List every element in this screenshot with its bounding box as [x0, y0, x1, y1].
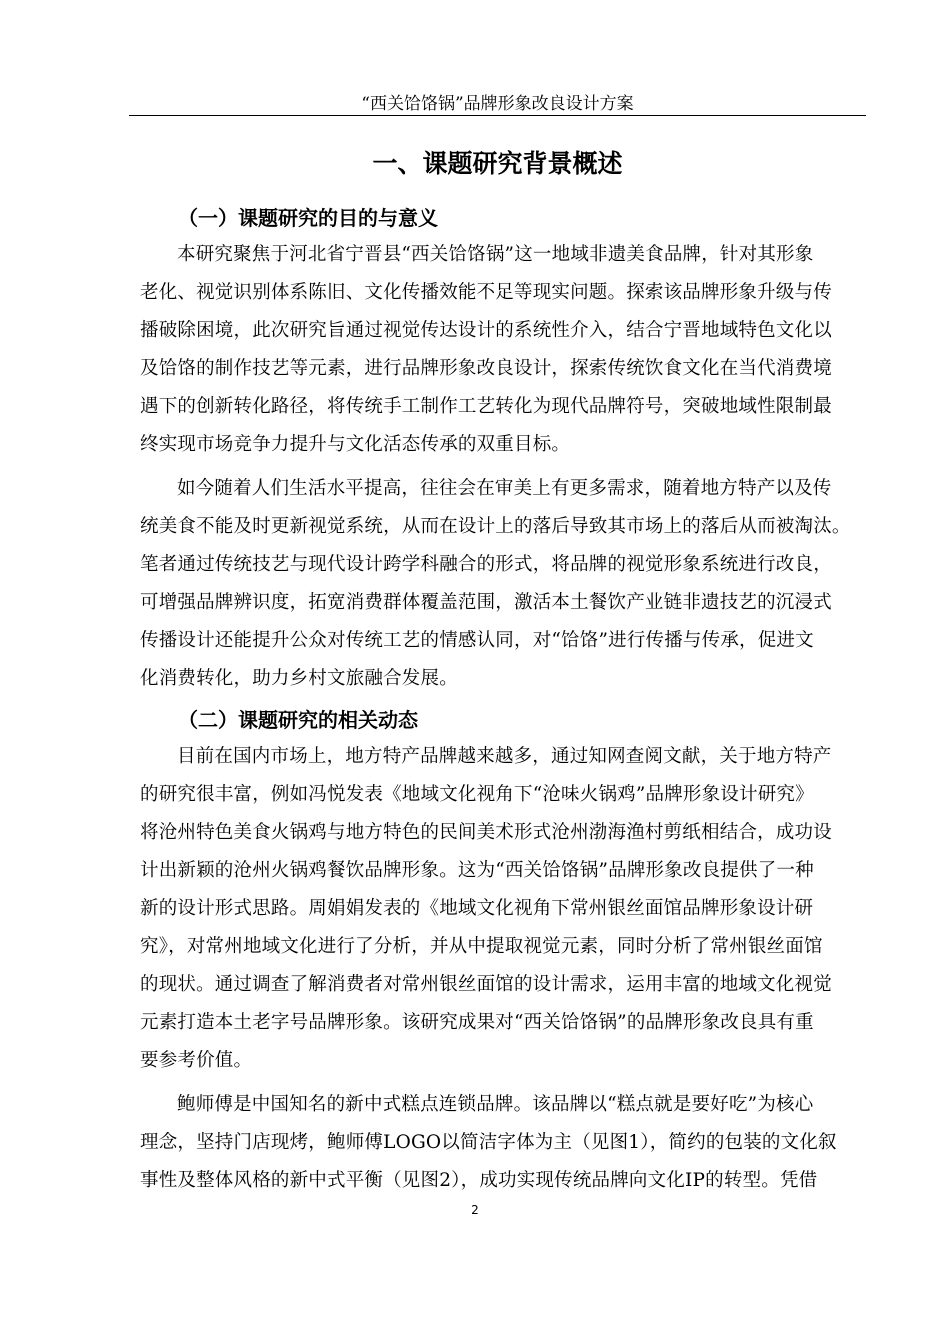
chapter-title: 一、课题研究背景概述 — [372, 149, 623, 178]
paragraph-line: 笔者通过传统技艺与现代设计跨学科融合的形式，将品牌的视觉形象系统进行改良， — [140, 554, 832, 575]
paragraph-line: 如今随着人们生活水平提高，往往会在审美上有更多需求，随着地方特产以及传 — [177, 478, 832, 499]
running-header: “西关饸饹锅”品牌形象改良设计方案 — [361, 94, 634, 114]
paragraph-line: 将沧州特色美食火锅鸡与地方特色的民间美术形式沧州渤海渔村剪纸相结合，成功设 — [140, 822, 832, 843]
paragraph-line: 终实现市场竞争力提升与文化活态传承的双重目标。 — [140, 434, 571, 455]
paragraph-line: 鲍师傅是中国知名的新中式糕点连锁品牌。该品牌以“糕点就是要好吃”为核心 — [177, 1094, 814, 1115]
paragraph-line: 理念，坚持门店现烤，鲍师傅LOGO以简洁字体为主（见图1），简约的包装的文化叙 — [140, 1132, 837, 1153]
paragraph-line: 新的设计形式思路。周娟娟发表的《地域文化视角下常州银丝面馆品牌形象设计研 — [140, 898, 814, 919]
paragraph-line: 播破除困境，此次研究旨通过视觉传达设计的系统性介入，结合宁晋地域特色文化以 — [140, 320, 832, 341]
paragraph-line: 的研究很丰富，例如冯悦发表《地域文化视角下“沧味火锅鸡”品牌形象设计研究》 — [140, 784, 814, 805]
paragraph-line: 元素打造本土老字号品牌形象。该研究成果对“西关饸饹锅”的品牌形象改良具有重 — [140, 1012, 814, 1033]
page-number: 2 — [471, 1203, 479, 1217]
paragraph-line: 本研究聚焦于河北省宁晋县“西关饸饹锅”这一地域非遗美食品牌，针对其形象 — [177, 244, 814, 265]
paragraph-line: 传播设计还能提升公众对传统工艺的情感认同，对“饸饹”进行传播与传承，促进文 — [140, 630, 814, 651]
paragraph-line: 究》，对常州地域文化进行了分析，并从中提取视觉元素，同时分析了常州银丝面馆 — [140, 936, 823, 957]
section-heading-2: （二）课题研究的相关动态 — [178, 708, 418, 732]
paragraph-line: 统美食不能及时更新视觉系统，从而在设计上的落后导致其市场上的落后从而被淘汰。 — [140, 516, 851, 537]
paragraph-2 — [140, 470, 860, 698]
paragraph-1 — [140, 236, 860, 464]
paragraph-line: 可增强品牌辨识度，拓宽消费群体覆盖范围，激活本土餐饮产业链非遗技艺的沉浸式 — [140, 592, 832, 613]
paragraph-3 — [140, 738, 860, 1080]
paragraph-line: 及饸饹的制作技艺等元素，进行品牌形象改良设计，探索传统饮食文化在当代消费境 — [140, 358, 832, 379]
paragraph-line: 事性及整体风格的新中式平衡（见图2），成功实现传统品牌向文化IP的转型。凭借 — [140, 1170, 818, 1191]
paragraph-4 — [140, 1086, 860, 1200]
paragraph-line: 化消费转化，助力乡村文旅融合发展。 — [140, 668, 458, 689]
paragraph-line: 目前在国内市场上，地方特产品牌越来越多，通过知网查阅文献，关于地方特产 — [177, 746, 832, 767]
section-heading-1: （一）课题研究的目的与意义 — [178, 206, 438, 230]
paragraph-line: 的现状。通过调查了解消费者对常州银丝面馆的设计需求，运用丰富的地域文化视觉 — [140, 974, 832, 995]
paragraph-line: 计出新颖的沧州火锅鸡餐饮品牌形象。这为“西关饸饹锅”品牌形象改良提供了一种 — [140, 860, 814, 881]
paragraph-line: 要参考价值。 — [140, 1050, 253, 1071]
paragraph-line: 老化、视觉识别体系陈旧、文化传播效能不足等现实问题。探索该品牌形象升级与传 — [140, 282, 832, 303]
header-divider — [129, 115, 866, 116]
paragraph-line: 遇下的创新转化路径，将传统手工制作工艺转化为现代品牌符号，突破地域性限制最 — [140, 396, 832, 417]
